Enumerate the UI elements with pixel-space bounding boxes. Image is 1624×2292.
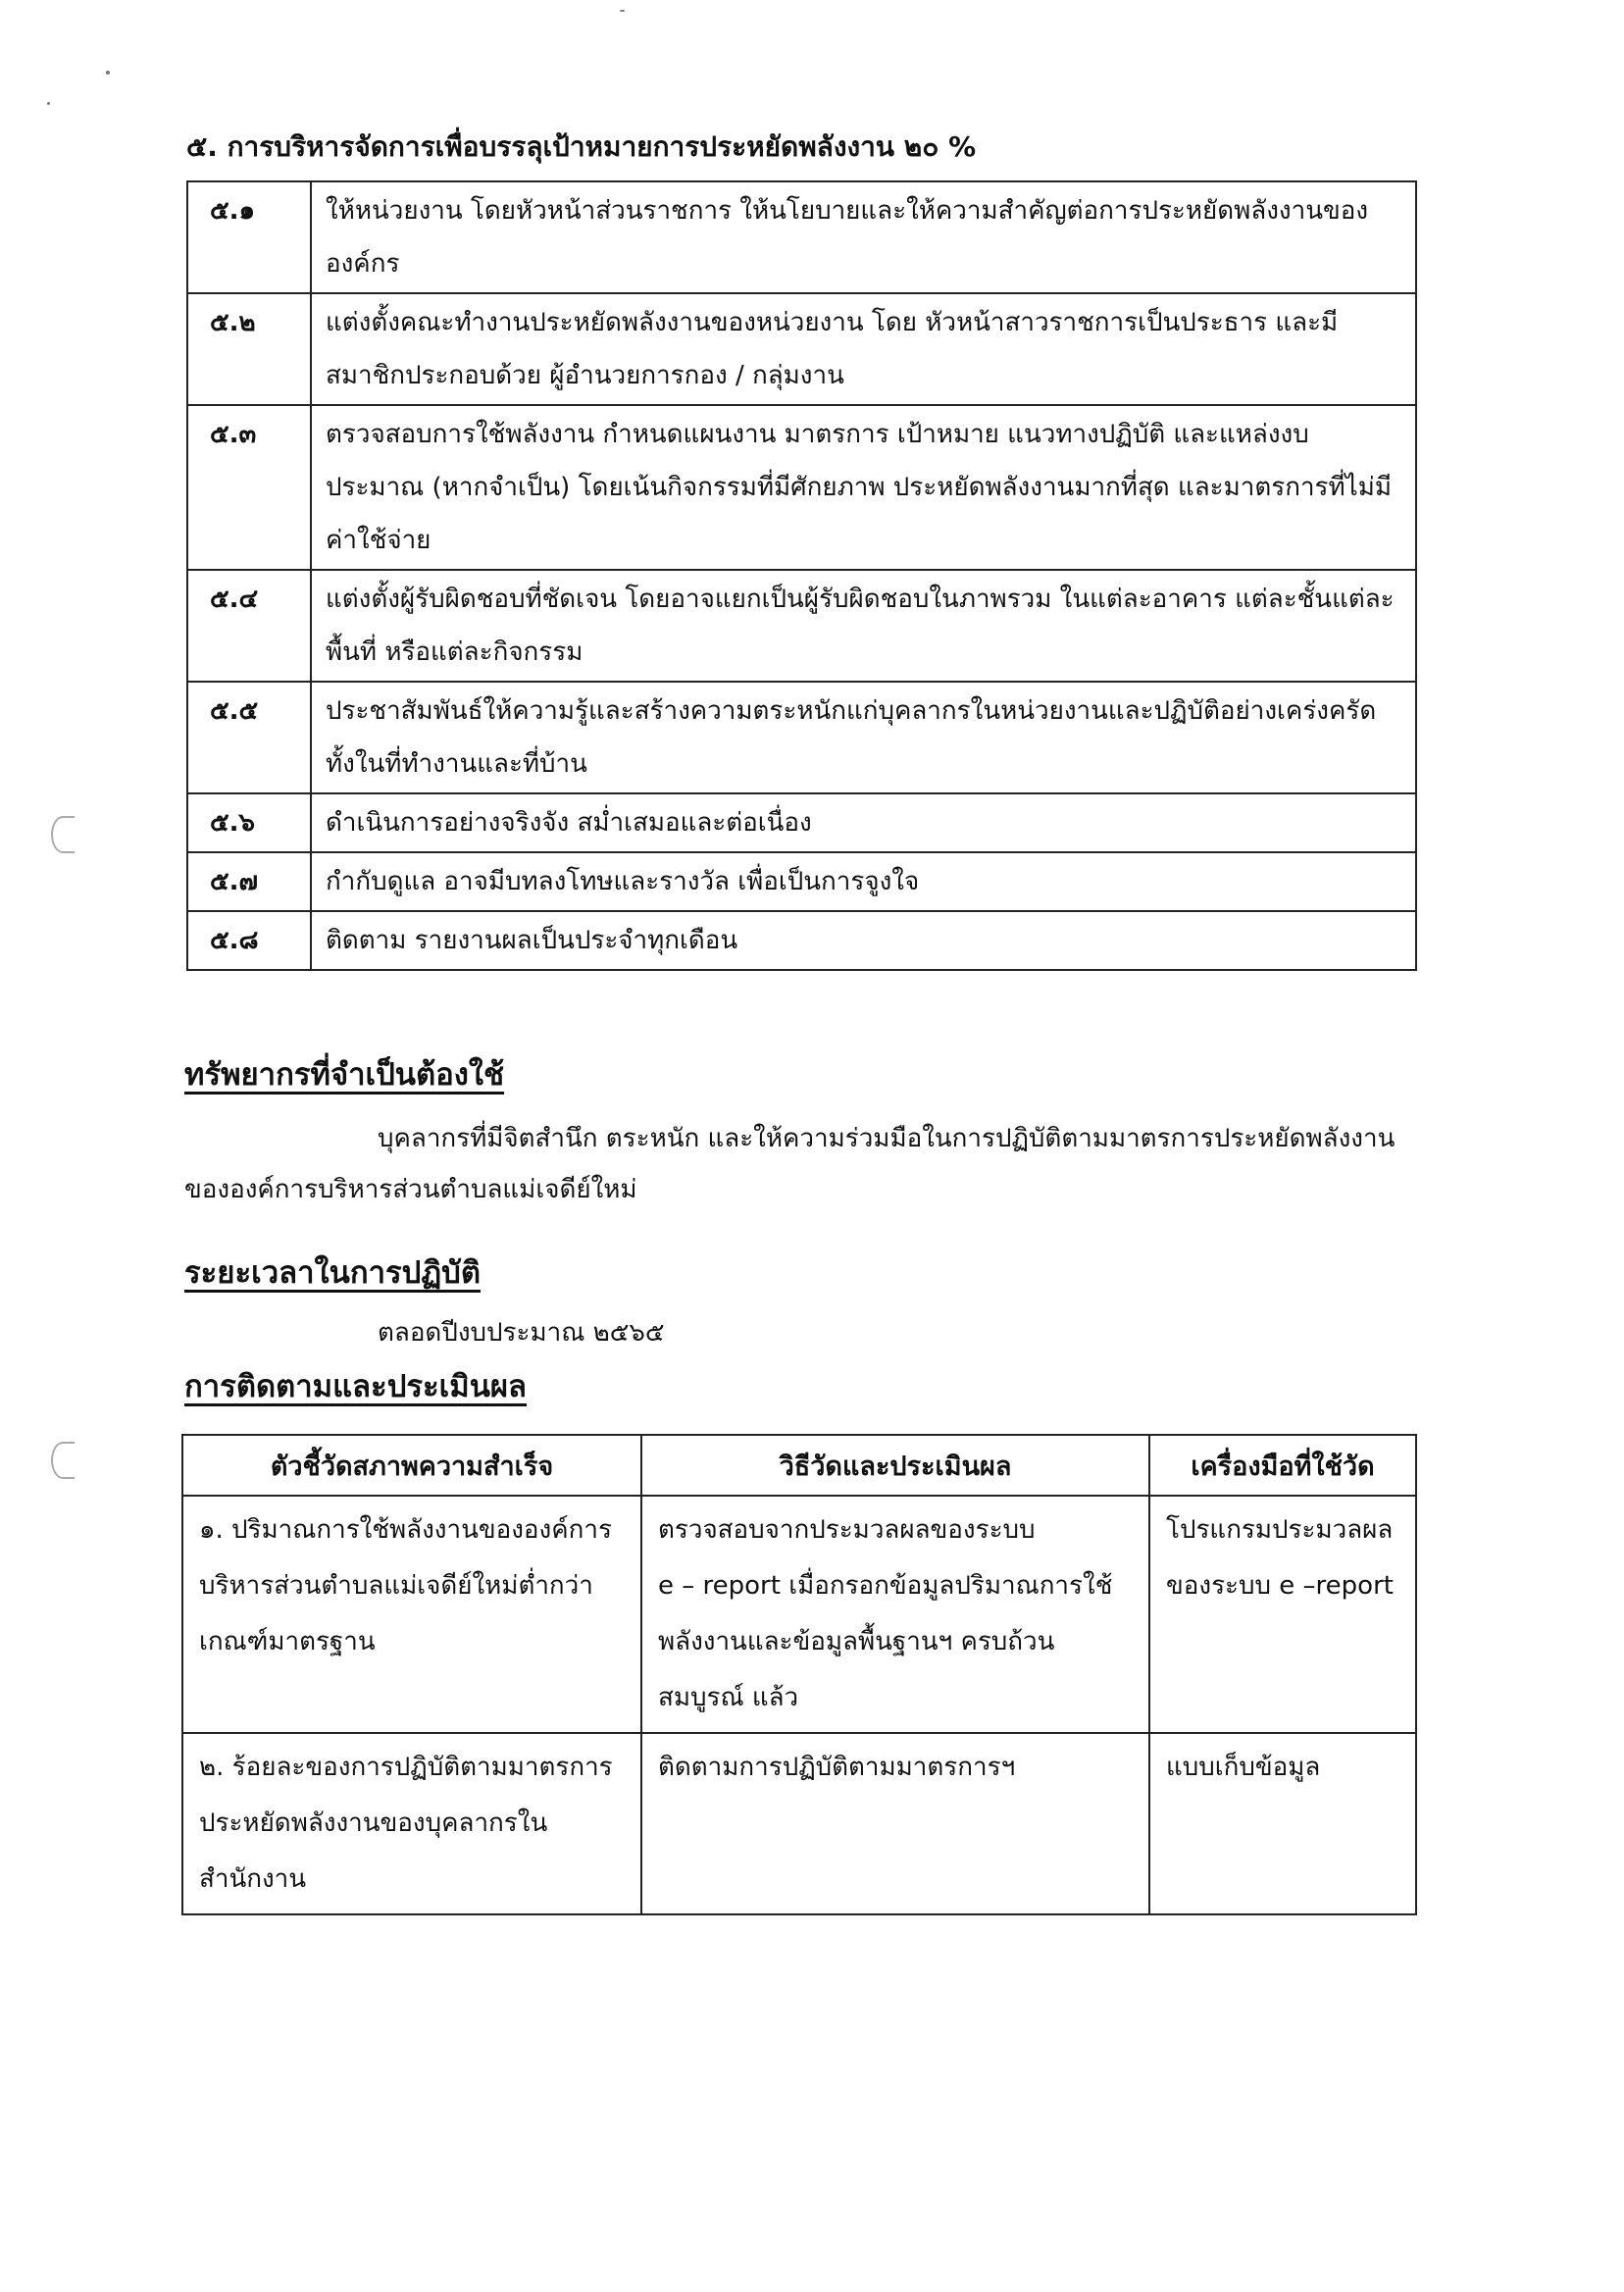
item-number: ๕.๑ — [187, 181, 311, 293]
punch-hole-mark — [51, 816, 75, 853]
item-text: ให้หน่วยงาน โดยหัวหน้าส่วนราชการ ให้นโยบายและให้ความสำคัญต่อการประหยัดพลังงานขององค์กร — [311, 181, 1416, 293]
cell-line: สมบูรณ์ แล้ว — [658, 1683, 799, 1712]
cell-line: แบบเก็บข้อมูล — [1166, 1753, 1321, 1782]
resources-text-line1: บุคลากรที่มีจิตสำนึก ตระหนัก และให้ความร่วมมือในการปฏิบัติตามมาตรการประหยัดพลังงาน — [378, 1124, 1396, 1153]
table-row — [187, 181, 1416, 293]
item-text: แต่งตั้งคณะทำงานประหยัดพลังงานของหน่วยงาน โดย หัวหน้าสาวราชการเป็นประธาร และมีสมาชิกประกอบด้วย ผู้อำนวยการกอง / กลุ่มงาน — [311, 293, 1416, 405]
cell-line: เกณฑ์มาตรฐาน — [199, 1627, 376, 1656]
tool-cell — [1149, 1496, 1416, 1733]
table-row — [187, 293, 1416, 405]
period-text: ตลอดปีงบประมาณ ๒๕๖๕ — [378, 1318, 665, 1348]
cell-line: ติดตามการปฏิบัติตามมาตรการฯ — [658, 1753, 1016, 1782]
section-5-heading: ๕. การบริหารจัดการเพื่อบรรลุเป้าหมายการประหยัดพลังงาน ๒๐ % — [186, 130, 977, 163]
table-row — [187, 570, 1416, 682]
scan-speck — [106, 71, 110, 75]
tool-cell — [1149, 1733, 1416, 1914]
indicator-cell — [182, 1496, 641, 1733]
section-5-table — [186, 180, 1417, 971]
cell-line: บริหารส่วนตำบลแม่เจดีย์ใหม่ต่ำกว่า — [199, 1571, 593, 1601]
item-number: ๕.๒ — [187, 293, 311, 405]
item-text: ติดตาม รายงานผลเป็นประจำทุกเดือน — [311, 911, 1416, 970]
table-row — [182, 1496, 1416, 1733]
item-number: ๕.๗ — [187, 852, 311, 911]
cell-line: ประหยัดพลังงานของบุคลากรใน — [199, 1808, 548, 1838]
table-header-row — [182, 1435, 1416, 1496]
cell-line: ของระบบ e –report — [1166, 1571, 1394, 1601]
table-row — [187, 405, 1416, 570]
cell-line: ตรวจสอบจากประมวลผลของระบบ — [658, 1515, 1036, 1545]
scan-speck — [620, 10, 625, 12]
cell-line: พลังงานและข้อมูลพื้นฐานฯ ครบถ้วน — [658, 1627, 1055, 1656]
indicator-cell — [182, 1733, 641, 1914]
table-row — [182, 1733, 1416, 1914]
item-number: ๕.๕ — [187, 682, 311, 793]
cell-line: ๒. ร้อยละของการปฏิบัติตามมาตรการ — [199, 1753, 613, 1782]
cell-line: โปรแกรมประมวลผล — [1166, 1515, 1394, 1545]
item-number: ๕.๖ — [187, 793, 311, 852]
resources-heading: ทรัพยากรที่จำเป็นต้องใช้ — [184, 1057, 505, 1093]
item-number: ๕.๓ — [187, 405, 311, 570]
column-header-tool: เครื่องมือที่ใช้วัด — [1149, 1435, 1416, 1496]
item-text: แต่งตั้งผู้รับผิดชอบที่ชัดเจน โดยอาจแยกเป็นผู้รับผิดชอบในภาพรวม ในแต่ละอาคาร แต่ละชั้นแต่ละพื้นที่ หรือแต่ละกิจกรรม — [311, 570, 1416, 682]
evaluation-table — [181, 1434, 1417, 1915]
item-text: กำกับดูแล อาจมีบทลงโทษและรางวัล เพื่อเป็นการจูงใจ — [311, 852, 1416, 911]
scan-speck — [47, 102, 50, 105]
column-header-indicator: ตัวชี้วัดสภาพความสำเร็จ — [182, 1435, 641, 1496]
table-row — [187, 793, 1416, 852]
table-row — [187, 852, 1416, 911]
table-row — [187, 682, 1416, 793]
cell-line: สำนักงาน — [199, 1864, 307, 1894]
item-number: ๕.๔ — [187, 570, 311, 682]
item-number: ๕.๘ — [187, 911, 311, 970]
period-heading: ระยะเวลาในการปฏิบัติ — [184, 1255, 481, 1291]
cell-line: e – report เมื่อกรอกข้อมูลปริมาณการใช้ — [658, 1571, 1113, 1601]
cell-line: ๑. ปริมาณการใช้พลังงานขององค์การ — [199, 1515, 612, 1545]
column-header-method: วิธีวัดและประเมินผล — [641, 1435, 1149, 1496]
item-text: ดำเนินการอย่างจริงจัง สม่ำเสมอและต่อเนื่อง — [311, 793, 1416, 852]
method-cell — [641, 1496, 1149, 1733]
punch-hole-mark — [51, 1442, 75, 1479]
evaluation-heading: การติดตามและประเมินผล — [184, 1369, 528, 1404]
table-row — [187, 911, 1416, 970]
resources-text-line2: ขององค์การบริหารส่วนตำบลแม่เจดีย์ใหม่ — [184, 1175, 637, 1204]
item-text: ตรวจสอบการใช้พลังงาน กำหนดแผนงาน มาตรการ เป้าหมาย แนวทางปฏิบัติ และแหล่งงบประมาณ (หากจำเป็น) โดยเน้นกิจกรรมที่มีศักยภาพ ประหยัดพลังงานมากที่สุด และมาตรการที่ไม่มีค่าใช้จ่าย — [311, 405, 1416, 570]
method-cell — [641, 1733, 1149, 1914]
item-text: ประชาสัมพันธ์ให้ความรู้และสร้างความตระหนักแก่บุคลากรในหน่วยงานและปฏิบัติอย่างเคร่งครัดทั้งในที่ทำงานและที่บ้าน — [311, 682, 1416, 793]
